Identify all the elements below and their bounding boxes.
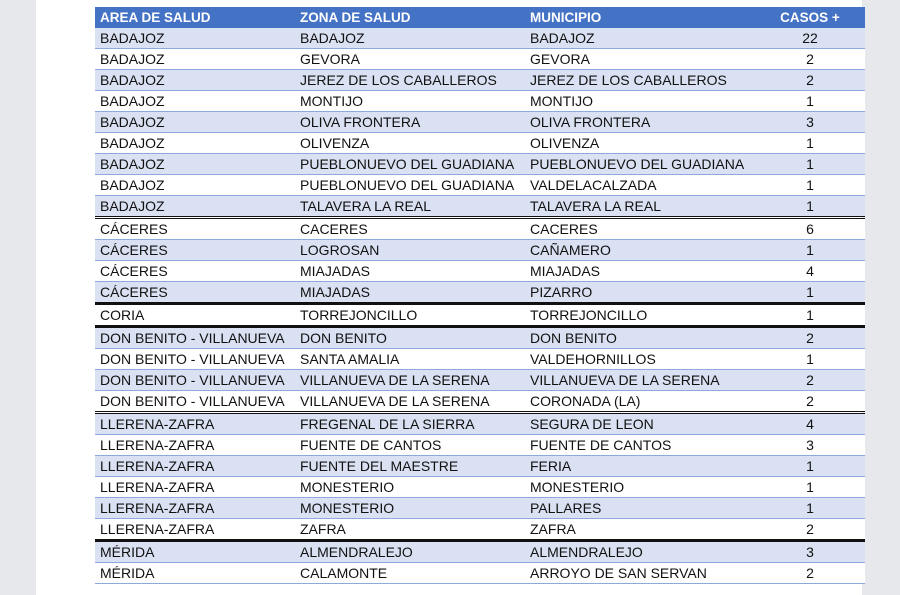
table-row (95, 133, 865, 154)
table-row (95, 435, 865, 456)
cell-zona: OLIVENZA (295, 133, 525, 154)
table-row (95, 240, 865, 261)
cell-zona: FREGENAL DE LA SIERRA (295, 413, 525, 435)
cell-casos: 22 (755, 28, 865, 49)
cell-zona: MIAJADAS (295, 261, 525, 282)
table-row (95, 196, 865, 218)
cell-casos: 1 (755, 349, 865, 370)
cell-area: BADAJOZ (95, 70, 295, 91)
cell-zona: TORREJONCILLO (295, 304, 525, 327)
cell-municipio: OLIVENZA (525, 133, 755, 154)
cell-casos: 3 (755, 112, 865, 133)
cell-area: BADAJOZ (95, 91, 295, 112)
cell-area: DON BENITO - VILLANUEVA (95, 391, 295, 413)
cell-area: BADAJOZ (95, 133, 295, 154)
table-row (95, 112, 865, 133)
table-row (95, 563, 865, 584)
cell-area: LLERENA-ZAFRA (95, 456, 295, 477)
table-row (95, 413, 865, 435)
cell-area: CÁCERES (95, 282, 295, 304)
cell-area: MÉRIDA (95, 541, 295, 563)
cell-area: BADAJOZ (95, 49, 295, 70)
cell-area: BADAJOZ (95, 175, 295, 196)
cases-table (95, 7, 865, 584)
cell-area: LLERENA-ZAFRA (95, 435, 295, 456)
table-row (95, 28, 865, 49)
cell-zona: ALMENDRALEJO (295, 541, 525, 563)
cell-area: DON BENITO - VILLANUEVA (95, 370, 295, 391)
cell-area: DON BENITO - VILLANUEVA (95, 349, 295, 370)
table-header (95, 7, 865, 28)
cell-municipio: MIAJADAS (525, 261, 755, 282)
cell-casos: 1 (755, 240, 865, 261)
cell-zona: VILLANUEVA DE LA SERENA (295, 370, 525, 391)
cell-municipio: GEVORA (525, 49, 755, 70)
cell-area: BADAJOZ (95, 196, 295, 218)
cell-municipio: MONTIJO (525, 91, 755, 112)
cell-municipio: VALDEHORNILLOS (525, 349, 755, 370)
header-zona: ZONA DE SALUD (295, 7, 525, 28)
cell-zona: ZAFRA (295, 519, 525, 541)
table-row (95, 456, 865, 477)
cell-municipio: CACERES (525, 218, 755, 240)
cell-area: BADAJOZ (95, 112, 295, 133)
cell-area: LLERENA-ZAFRA (95, 477, 295, 498)
table-row (95, 70, 865, 91)
cell-zona: FUENTE DEL MAESTRE (295, 456, 525, 477)
table-row (95, 304, 865, 327)
header-row (95, 7, 865, 28)
cell-municipio: CORONADA (LA) (525, 391, 755, 413)
cell-municipio: BADAJOZ (525, 28, 755, 49)
table-row (95, 154, 865, 175)
cell-zona: PUEBLONUEVO DEL GUADIANA (295, 175, 525, 196)
table-row (95, 391, 865, 413)
cell-casos: 1 (755, 91, 865, 112)
cell-area: LLERENA-ZAFRA (95, 413, 295, 435)
cell-municipio: CAÑAMERO (525, 240, 755, 261)
cell-municipio: VILLANUEVA DE LA SERENA (525, 370, 755, 391)
header-casos: CASOS + (755, 7, 865, 28)
cell-municipio: ZAFRA (525, 519, 755, 541)
cell-area: BADAJOZ (95, 28, 295, 49)
cell-casos: 2 (755, 327, 865, 349)
cell-municipio: DON BENITO (525, 327, 755, 349)
cell-municipio: SEGURA DE LEON (525, 413, 755, 435)
cell-zona: CACERES (295, 218, 525, 240)
table-row (95, 498, 865, 519)
cell-area: CÁCERES (95, 261, 295, 282)
table-row (95, 541, 865, 563)
table-row (95, 370, 865, 391)
cell-casos: 1 (755, 175, 865, 196)
table-row (95, 218, 865, 240)
cell-casos: 6 (755, 218, 865, 240)
cell-casos: 4 (755, 261, 865, 282)
cell-area: LLERENA-ZAFRA (95, 498, 295, 519)
cell-municipio: PALLARES (525, 498, 755, 519)
cell-zona: CALAMONTE (295, 563, 525, 584)
cell-zona: BADAJOZ (295, 28, 525, 49)
cell-casos: 1 (755, 154, 865, 175)
cell-zona: MONTIJO (295, 91, 525, 112)
cell-municipio: VALDELACALZADA (525, 175, 755, 196)
cell-zona: JEREZ DE LOS CABALLEROS (295, 70, 525, 91)
table-row (95, 261, 865, 282)
document-page (36, 0, 862, 595)
cell-casos: 2 (755, 391, 865, 413)
cell-municipio: JEREZ DE LOS CABALLEROS (525, 70, 755, 91)
cell-casos: 1 (755, 133, 865, 154)
cell-casos: 1 (755, 196, 865, 218)
cell-casos: 2 (755, 563, 865, 584)
table-row (95, 349, 865, 370)
cell-casos: 1 (755, 477, 865, 498)
cell-zona: FUENTE DE CANTOS (295, 435, 525, 456)
cell-casos: 2 (755, 70, 865, 91)
cell-casos: 3 (755, 541, 865, 563)
cell-municipio: TALAVERA LA REAL (525, 196, 755, 218)
cell-casos: 1 (755, 456, 865, 477)
cell-zona: TALAVERA LA REAL (295, 196, 525, 218)
cell-area: MÉRIDA (95, 563, 295, 584)
cell-area: CORIA (95, 304, 295, 327)
cell-area: CÁCERES (95, 240, 295, 261)
table-row (95, 477, 865, 498)
table-row (95, 49, 865, 70)
cell-zona: PUEBLONUEVO DEL GUADIANA (295, 154, 525, 175)
table-row (95, 91, 865, 112)
cell-casos: 1 (755, 498, 865, 519)
cell-municipio: OLIVA FRONTERA (525, 112, 755, 133)
cell-zona: LOGROSAN (295, 240, 525, 261)
cell-zona: MIAJADAS (295, 282, 525, 304)
cell-municipio: ALMENDRALEJO (525, 541, 755, 563)
cell-municipio: ARROYO DE SAN SERVAN (525, 563, 755, 584)
cell-area: LLERENA-ZAFRA (95, 519, 295, 541)
cell-casos: 2 (755, 370, 865, 391)
header-area: AREA DE SALUD (95, 7, 295, 28)
table-row (95, 175, 865, 196)
cell-municipio: MONESTERIO (525, 477, 755, 498)
cell-zona: GEVORA (295, 49, 525, 70)
cell-municipio: TORREJONCILLO (525, 304, 755, 327)
cell-casos: 2 (755, 49, 865, 70)
table-row (95, 519, 865, 541)
cell-zona: OLIVA FRONTERA (295, 112, 525, 133)
cell-municipio: FUENTE DE CANTOS (525, 435, 755, 456)
cell-casos: 2 (755, 519, 865, 541)
header-municipio: MUNICIPIO (525, 7, 755, 28)
cell-municipio: PIZARRO (525, 282, 755, 304)
cell-casos: 1 (755, 282, 865, 304)
cell-casos: 4 (755, 413, 865, 435)
cell-area: BADAJOZ (95, 154, 295, 175)
cell-area: DON BENITO - VILLANUEVA (95, 327, 295, 349)
cell-municipio: PUEBLONUEVO DEL GUADIANA (525, 154, 755, 175)
cell-zona: MONESTERIO (295, 477, 525, 498)
table-row (95, 282, 865, 304)
table-row (95, 327, 865, 349)
table-body (95, 28, 865, 584)
cell-zona: DON BENITO (295, 327, 525, 349)
cell-casos: 3 (755, 435, 865, 456)
cell-municipio: FERIA (525, 456, 755, 477)
cell-zona: MONESTERIO (295, 498, 525, 519)
cell-zona: VILLANUEVA DE LA SERENA (295, 391, 525, 413)
cell-casos: 1 (755, 304, 865, 327)
cell-area: CÁCERES (95, 218, 295, 240)
cell-zona: SANTA AMALIA (295, 349, 525, 370)
